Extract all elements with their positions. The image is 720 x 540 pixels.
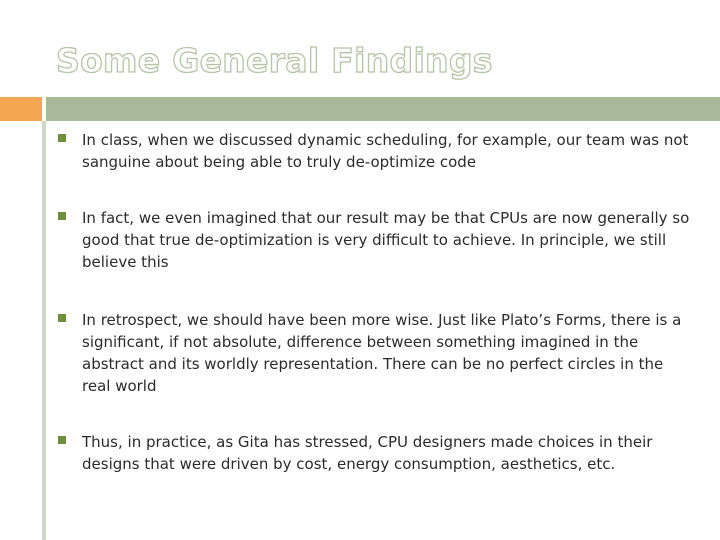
bullet-text: In class, when we discussed dynamic scheduling, for example, our team was not sanguine about being able to truly de-optimize code — [82, 131, 689, 171]
square-bullet-icon — [58, 212, 66, 220]
bullet-text: In retrospect, we should have been more wise. Just like Plato’s Forms, there is a significant, if not absolute, difference between something imagined in the abstract and its worldly representation. There can be no perfect circles in the real world — [82, 311, 682, 395]
square-bullet-icon — [58, 314, 66, 322]
bullet-text: In fact, we even imagined that our result may be that CPUs are now generally so good that true de-optimization is very difficult to achieve. In principle, we still believe this — [82, 209, 690, 271]
square-bullet-icon — [58, 436, 66, 444]
bullet-text: Thus, in practice, as Gita has stressed, CPU designers made choices in their designs that were driven by cost, energy consumption, aesthetics, etc. — [82, 433, 653, 473]
slide-title: Some General Findings — [56, 41, 493, 80]
square-bullet-icon — [58, 134, 66, 142]
